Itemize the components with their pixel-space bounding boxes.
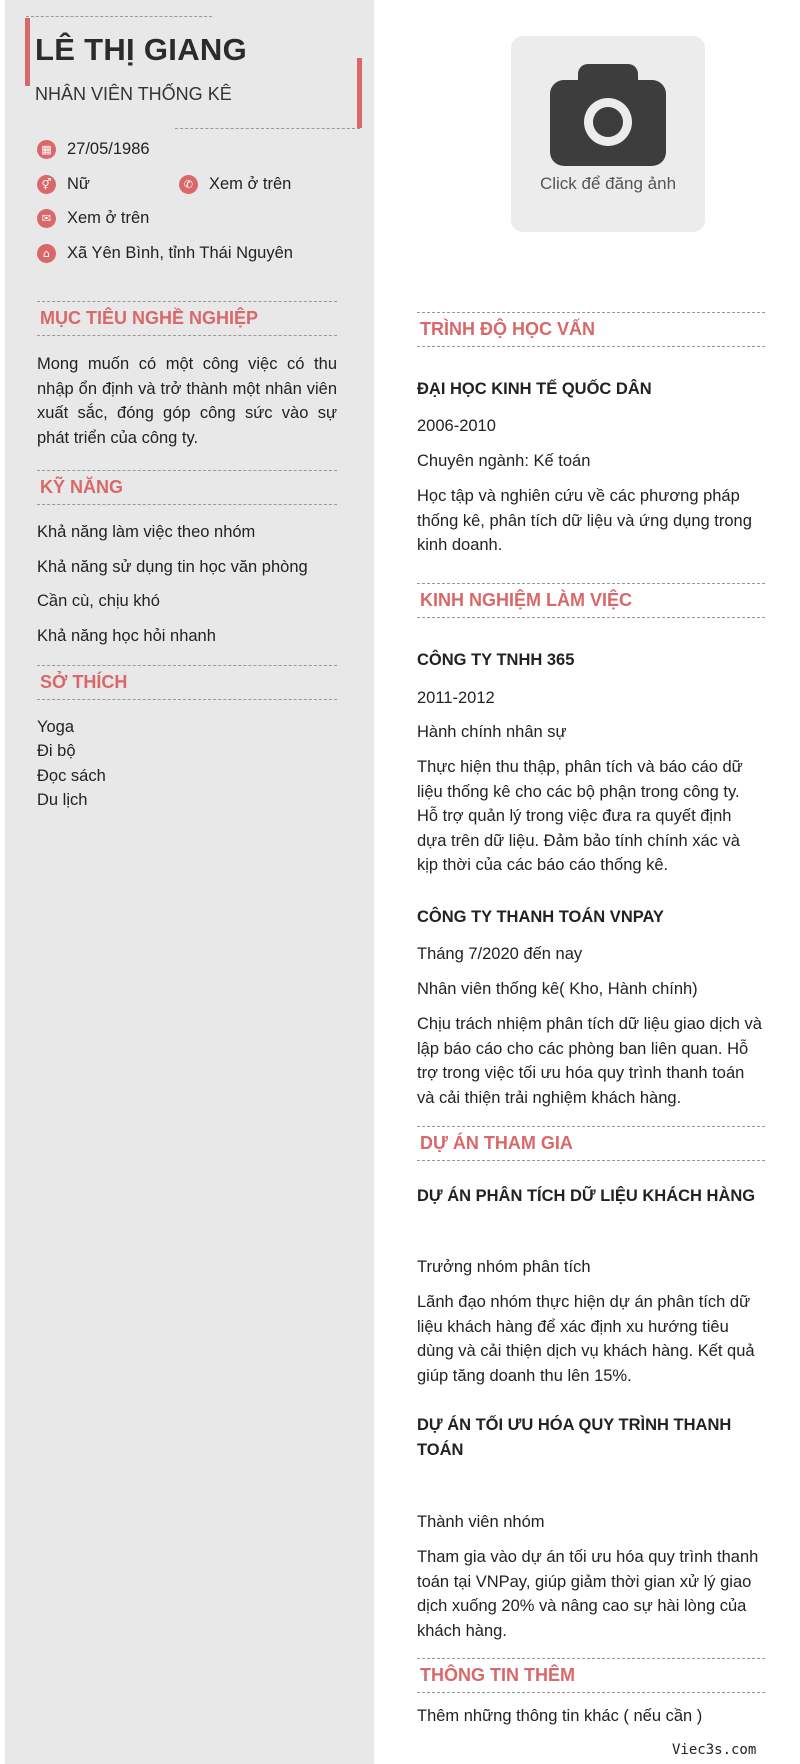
job-period[interactable]: Tháng 7/2020 đến nay	[417, 945, 583, 963]
school-name[interactable]: ĐẠI HỌC KINH TẾ QUỐC DÂN	[417, 380, 652, 398]
divider	[26, 16, 212, 17]
camera-icon	[550, 64, 666, 166]
section-heading-education: TRÌNH ĐỘ HỌC VẤN	[417, 312, 765, 347]
job-period[interactable]: 2011-2012	[417, 689, 495, 707]
section-heading-additional: THÔNG TIN THÊM	[417, 1658, 765, 1693]
education-years[interactable]: 2006-2010	[417, 417, 496, 435]
project-name[interactable]: DỰ ÁN TỐI ƯU HÓA QUY TRÌNH THANH TOÁN	[417, 1416, 732, 1459]
company-name[interactable]: CÔNG TY TNHH 365	[417, 651, 575, 669]
hobby-item[interactable]: Đi bộ	[37, 742, 76, 760]
birthday-row[interactable]	[37, 140, 150, 159]
section-heading-hobbies: SỞ THÍCH	[37, 665, 337, 700]
accent-bar	[357, 58, 362, 128]
education-major[interactable]: Chuyên ngành: Kế toán	[417, 452, 591, 470]
section-heading-projects: DỰ ÁN THAM GIA	[417, 1126, 765, 1161]
project-name[interactable]: DỰ ÁN PHÂN TÍCH DỮ LIỆU KHÁCH HÀNG	[417, 1187, 756, 1205]
section-heading-objective: MỤC TIÊU NGHỀ NGHIỆP	[37, 301, 337, 336]
company-name[interactable]: CÔNG TY THANH TOÁN VNPAY	[417, 908, 664, 926]
photo-upload[interactable]	[511, 36, 705, 232]
education-description[interactable]: Học tập và nghiên cứu về các phương pháp thống kê, phân tích dữ liệu và ứng dụng trong kinh doanh.	[417, 487, 752, 554]
skill-item[interactable]: Khả năng sử dụng tin học văn phòng	[37, 558, 308, 576]
hobby-item[interactable]: Du lịch	[37, 791, 88, 809]
job-title[interactable]: NHÂN VIÊN THỐNG KÊ	[35, 84, 232, 104]
skill-item[interactable]: Khả năng làm việc theo nhóm	[37, 523, 256, 541]
address-value: Xã Yên Bình, tỉnh Thái Nguyên	[67, 244, 293, 262]
watermark: Viec3s.com	[672, 1742, 757, 1758]
phone-icon: ✆	[179, 175, 198, 194]
section-heading-skills: KỸ NĂNG	[37, 470, 337, 505]
objective-text[interactable]: Mong muốn có một công việc có thu nhập ổn định và trở thành một nhân viên xuất sắc, đóng góp công sức vào sự phát triển của công ty.	[37, 355, 337, 447]
home-icon: ⌂	[37, 244, 56, 263]
project-description[interactable]: Lãnh đạo nhóm thực hiện dự án phân tích dữ liệu khách hàng để xác định xu hướng tiêu dùng và cải thiện dịch vụ khách hàng. Kết quả giúp tăng doanh thu lên 15%.	[417, 1293, 755, 1385]
job-role[interactable]: Nhân viên thống kê( Kho, Hành chính)	[417, 980, 698, 998]
address-row[interactable]	[37, 244, 293, 263]
skill-item[interactable]: Khả năng học hỏi nhanh	[37, 627, 216, 645]
hobby-item[interactable]: Yoga	[37, 718, 75, 736]
accent-bar	[25, 18, 30, 86]
divider	[175, 128, 360, 129]
gender-value: Nữ	[67, 175, 90, 193]
phone-row[interactable]	[179, 175, 291, 194]
additional-info[interactable]: Thêm những thông tin khác ( nếu cần )	[417, 1707, 703, 1725]
email-icon: ✉	[37, 209, 56, 228]
candidate-name[interactable]: LÊ THỊ GIANG	[35, 32, 247, 67]
gender-icon: ⚥	[37, 175, 56, 194]
photo-upload-label: Click để đăng ảnh	[539, 174, 677, 193]
calendar-icon: ▦	[37, 140, 56, 159]
gender-row[interactable]	[37, 175, 90, 194]
birthday-value: 27/05/1986	[67, 140, 150, 158]
job-role[interactable]: Hành chính nhân sự	[417, 723, 567, 741]
phone-value: Xem ở trên	[209, 175, 292, 193]
job-description[interactable]: Chịu trách nhiệm phân tích dữ liệu giao dịch và lập báo cáo cho các phòng ban liên quan. Hỗ trợ trong việc tối ưu hóa quy trình thanh toán và cải thiện trải nghiệm khách hàng.	[417, 1015, 762, 1107]
project-description[interactable]: Tham gia vào dự án tối ưu hóa quy trình thanh toán tại VNPay, giúp giảm thời gian xử lý giao dịch xuống 20% và nâng cao sự hài lòng của khách hàng.	[417, 1548, 759, 1640]
email-value: Xem ở trên	[67, 209, 150, 227]
skill-item[interactable]: Cần cù, chịu khó	[37, 592, 160, 610]
hobby-item[interactable]: Đọc sách	[37, 767, 106, 785]
email-row[interactable]	[37, 209, 149, 228]
project-role[interactable]: Trưởng nhóm phân tích	[417, 1258, 591, 1276]
sidebar	[5, 0, 374, 1764]
job-description[interactable]: Thực hiện thu thập, phân tích và báo cáo dữ liệu thống kê cho các bộ phận trong công ty. Hỗ trợ quản lý trong việc đưa ra quyết định dựa trên dữ liệu. Đảm bảo tính chính xác và kịp thời của các báo cáo thống kê.	[417, 758, 743, 874]
section-heading-experience: KINH NGHIỆM LÀM VIỆC	[417, 583, 765, 618]
project-role[interactable]: Thành viên nhóm	[417, 1513, 545, 1531]
